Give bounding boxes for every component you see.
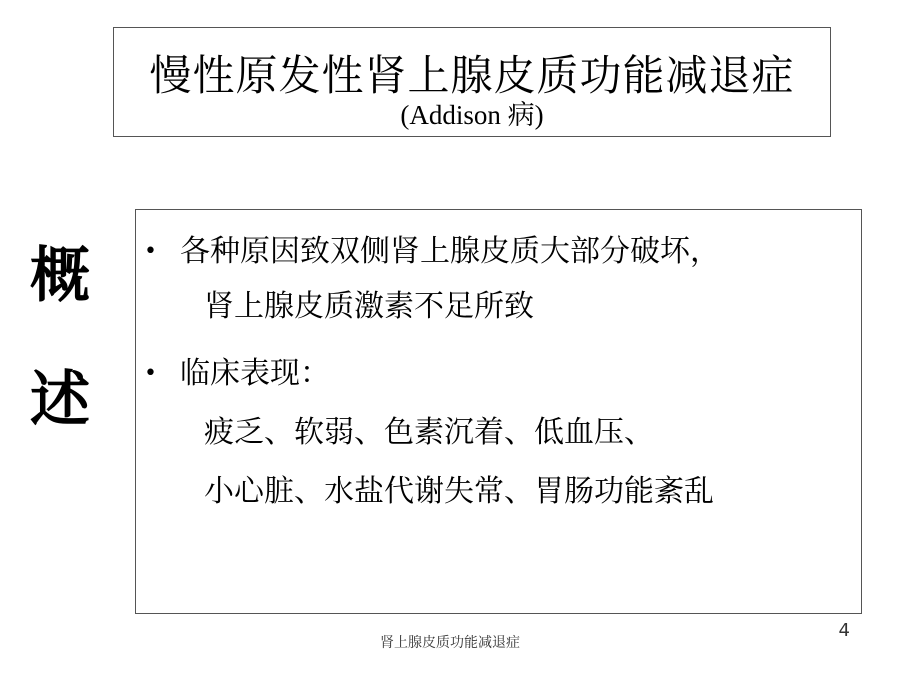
bullet-text-line: 疲乏、软弱、色素沉着、低血压、 bbox=[204, 415, 654, 450]
bullet-text-line: 临床表现： bbox=[180, 356, 330, 391]
slide-title: 慢性原发性肾上腺皮质功能减退症 bbox=[149, 51, 795, 100]
bullet-marker: • bbox=[144, 239, 157, 264]
title-box bbox=[113, 27, 831, 137]
side-label-char: 概 bbox=[30, 241, 90, 311]
bullet-marker: • bbox=[144, 361, 157, 386]
bullet-item-clinical bbox=[144, 346, 844, 519]
slide-subtitle: (Addison 病) bbox=[400, 100, 544, 130]
content-box bbox=[135, 209, 862, 614]
slide-footer: 肾上腺皮质功能减退症 bbox=[380, 635, 520, 651]
bullet-text-line: 小心脏、水盐代谢失常、胃肠功能紊乱 bbox=[204, 474, 714, 509]
bullet-item-cause bbox=[144, 224, 844, 334]
side-label-char: 述 bbox=[30, 365, 90, 435]
page-number: 4 bbox=[838, 620, 850, 641]
bullet-text-line: 肾上腺皮质激素不足所致 bbox=[204, 289, 534, 324]
bullet-text-line: 各种原因致双侧肾上腺皮质大部分破坏， bbox=[180, 234, 720, 269]
side-label-overview bbox=[20, 236, 100, 484]
